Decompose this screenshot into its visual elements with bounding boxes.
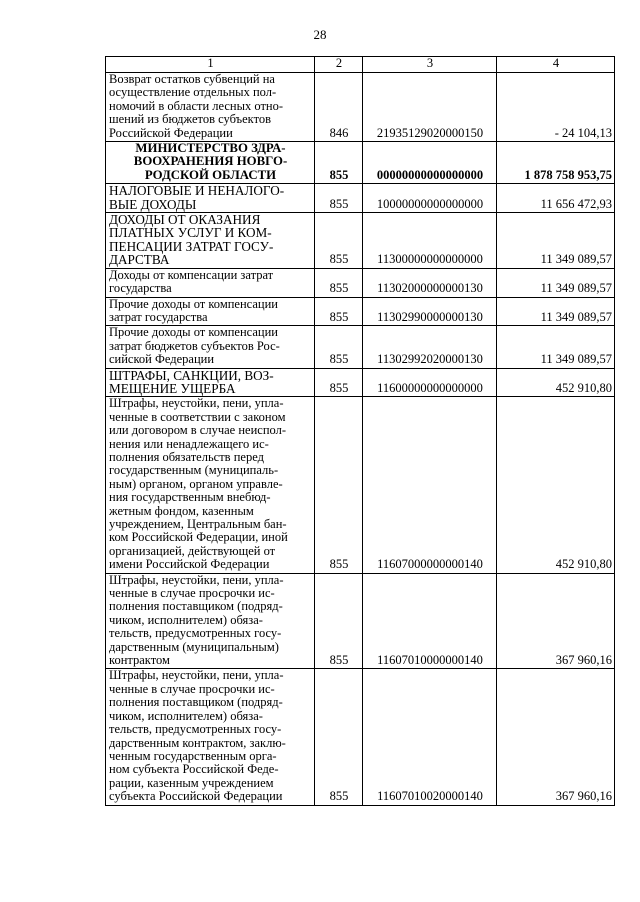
row-code-cell: 11600000000000000 <box>363 368 497 397</box>
row-amount-cell: 1 878 758 953,75 <box>497 142 615 184</box>
row-code-cell: 11607000000000140 <box>363 397 497 573</box>
row-name-cell: Штрафы, неустойки, пени, упла- ченные в соответствии с законом или договором в случае неиспол- нения или ненадлежащего ис- полнения обязательств перед государственным (муниципаль- ным) органом, органом управле- ния государственным внебюд- жетным фондом, казенным учреждением, Центральным бан- ком Российской Федерации, иной организацией, действующей от имени Российской Федерации <box>106 397 315 573</box>
table-row <box>106 142 615 184</box>
budget-revenue-table <box>105 56 615 806</box>
row-code-cell: 11302990000000130 <box>363 297 497 326</box>
row-code-cell: 11302000000000130 <box>363 268 497 297</box>
table-body <box>106 73 615 806</box>
row-name-cell: Прочие доходы от компенсации затрат бюджетов субъектов Рос- сийской Федерации <box>106 326 315 368</box>
table-row <box>106 397 615 573</box>
header-col-2: 2 <box>315 57 363 73</box>
row-name-cell: Возврат остатков субвенций на осуществление отдельных пол- номочий в области лесных отно- шений из бюджетов субъектов Российской Федерации <box>106 73 315 142</box>
row-grbs-cell: 855 <box>315 368 363 397</box>
row-name-cell: Доходы от компенсации затрат государства <box>106 268 315 297</box>
table-row <box>106 573 615 669</box>
row-name-cell: ШТРАФЫ, САНКЦИИ, ВОЗ- МЕЩЕНИЕ УЩЕРБА <box>106 368 315 397</box>
row-code-cell: 10000000000000000 <box>363 184 497 213</box>
table-row <box>106 184 615 213</box>
row-amount-cell: 452 910,80 <box>497 397 615 573</box>
row-code-cell: 11607010000000140 <box>363 573 497 669</box>
row-amount-cell: 452 910,80 <box>497 368 615 397</box>
row-amount-cell: 11 349 089,57 <box>497 326 615 368</box>
table-row <box>106 368 615 397</box>
row-grbs-cell: 855 <box>315 326 363 368</box>
row-code-cell: 11300000000000000 <box>363 213 497 269</box>
header-col-4: 4 <box>497 57 615 73</box>
header-col-3: 3 <box>363 57 497 73</box>
row-grbs-cell: 855 <box>315 669 363 805</box>
row-grbs-cell: 855 <box>315 142 363 184</box>
row-name-cell: НАЛОГОВЫЕ И НЕНАЛОГО- ВЫЕ ДОХОДЫ <box>106 184 315 213</box>
row-name-cell: Штрафы, неустойки, пени, упла- ченные в случае просрочки ис- полнения поставщиком (подряд- чиком, исполнителем) обяза- тельств, предусмотренных госу- дарственным (муниципальным) контрактом <box>106 573 315 669</box>
table-row <box>106 73 615 142</box>
row-code-cell: 00000000000000000 <box>363 142 497 184</box>
table-row <box>106 669 615 805</box>
row-grbs-cell: 855 <box>315 297 363 326</box>
row-name-cell: Прочие доходы от компенсации затрат государства <box>106 297 315 326</box>
row-code-cell: 21935129020000150 <box>363 73 497 142</box>
header-col-1: 1 <box>106 57 315 73</box>
table-header-row <box>106 57 615 73</box>
row-grbs-cell: 855 <box>315 268 363 297</box>
row-code-cell: 11607010020000140 <box>363 669 497 805</box>
row-name-cell: МИНИСТЕРСТВО ЗДРА- ВООХРАНЕНИЯ НОВГО- РОДСКОЙ ОБЛАСТИ <box>106 142 315 184</box>
row-amount-cell: 367 960,16 <box>497 669 615 805</box>
row-grbs-cell: 855 <box>315 184 363 213</box>
row-name-cell: Штрафы, неустойки, пени, упла- ченные в случае просрочки ис- полнения поставщиком (подряд- чиком, исполнителем) обяза- тельств, предусмотренных госу- дарственным контрактом, заклю- ченным государственным орга- ном субъекта Российской Феде- рации, казенным учреждением субъекта Российской Федерации <box>106 669 315 805</box>
table-row <box>106 297 615 326</box>
row-name-cell: ДОХОДЫ ОТ ОКАЗАНИЯ ПЛАТНЫХ УСЛУГ И КОМ- ПЕНСАЦИИ ЗАТРАТ ГОСУ- ДАРСТВА <box>106 213 315 269</box>
row-code-cell: 11302992020000130 <box>363 326 497 368</box>
row-amount-cell: 11 349 089,57 <box>497 213 615 269</box>
table-row <box>106 326 615 368</box>
row-amount-cell: 367 960,16 <box>497 573 615 669</box>
page-number: 28 <box>313 27 327 42</box>
row-grbs-cell: 855 <box>315 213 363 269</box>
table-row <box>106 268 615 297</box>
row-grbs-cell: 846 <box>315 73 363 142</box>
row-amount-cell: 11 349 089,57 <box>497 268 615 297</box>
table-row <box>106 213 615 269</box>
row-amount-cell: 11 656 472,93 <box>497 184 615 213</box>
row-amount-cell: - 24 104,13 <box>497 73 615 142</box>
row-amount-cell: 11 349 089,57 <box>497 297 615 326</box>
row-grbs-cell: 855 <box>315 397 363 573</box>
row-grbs-cell: 855 <box>315 573 363 669</box>
